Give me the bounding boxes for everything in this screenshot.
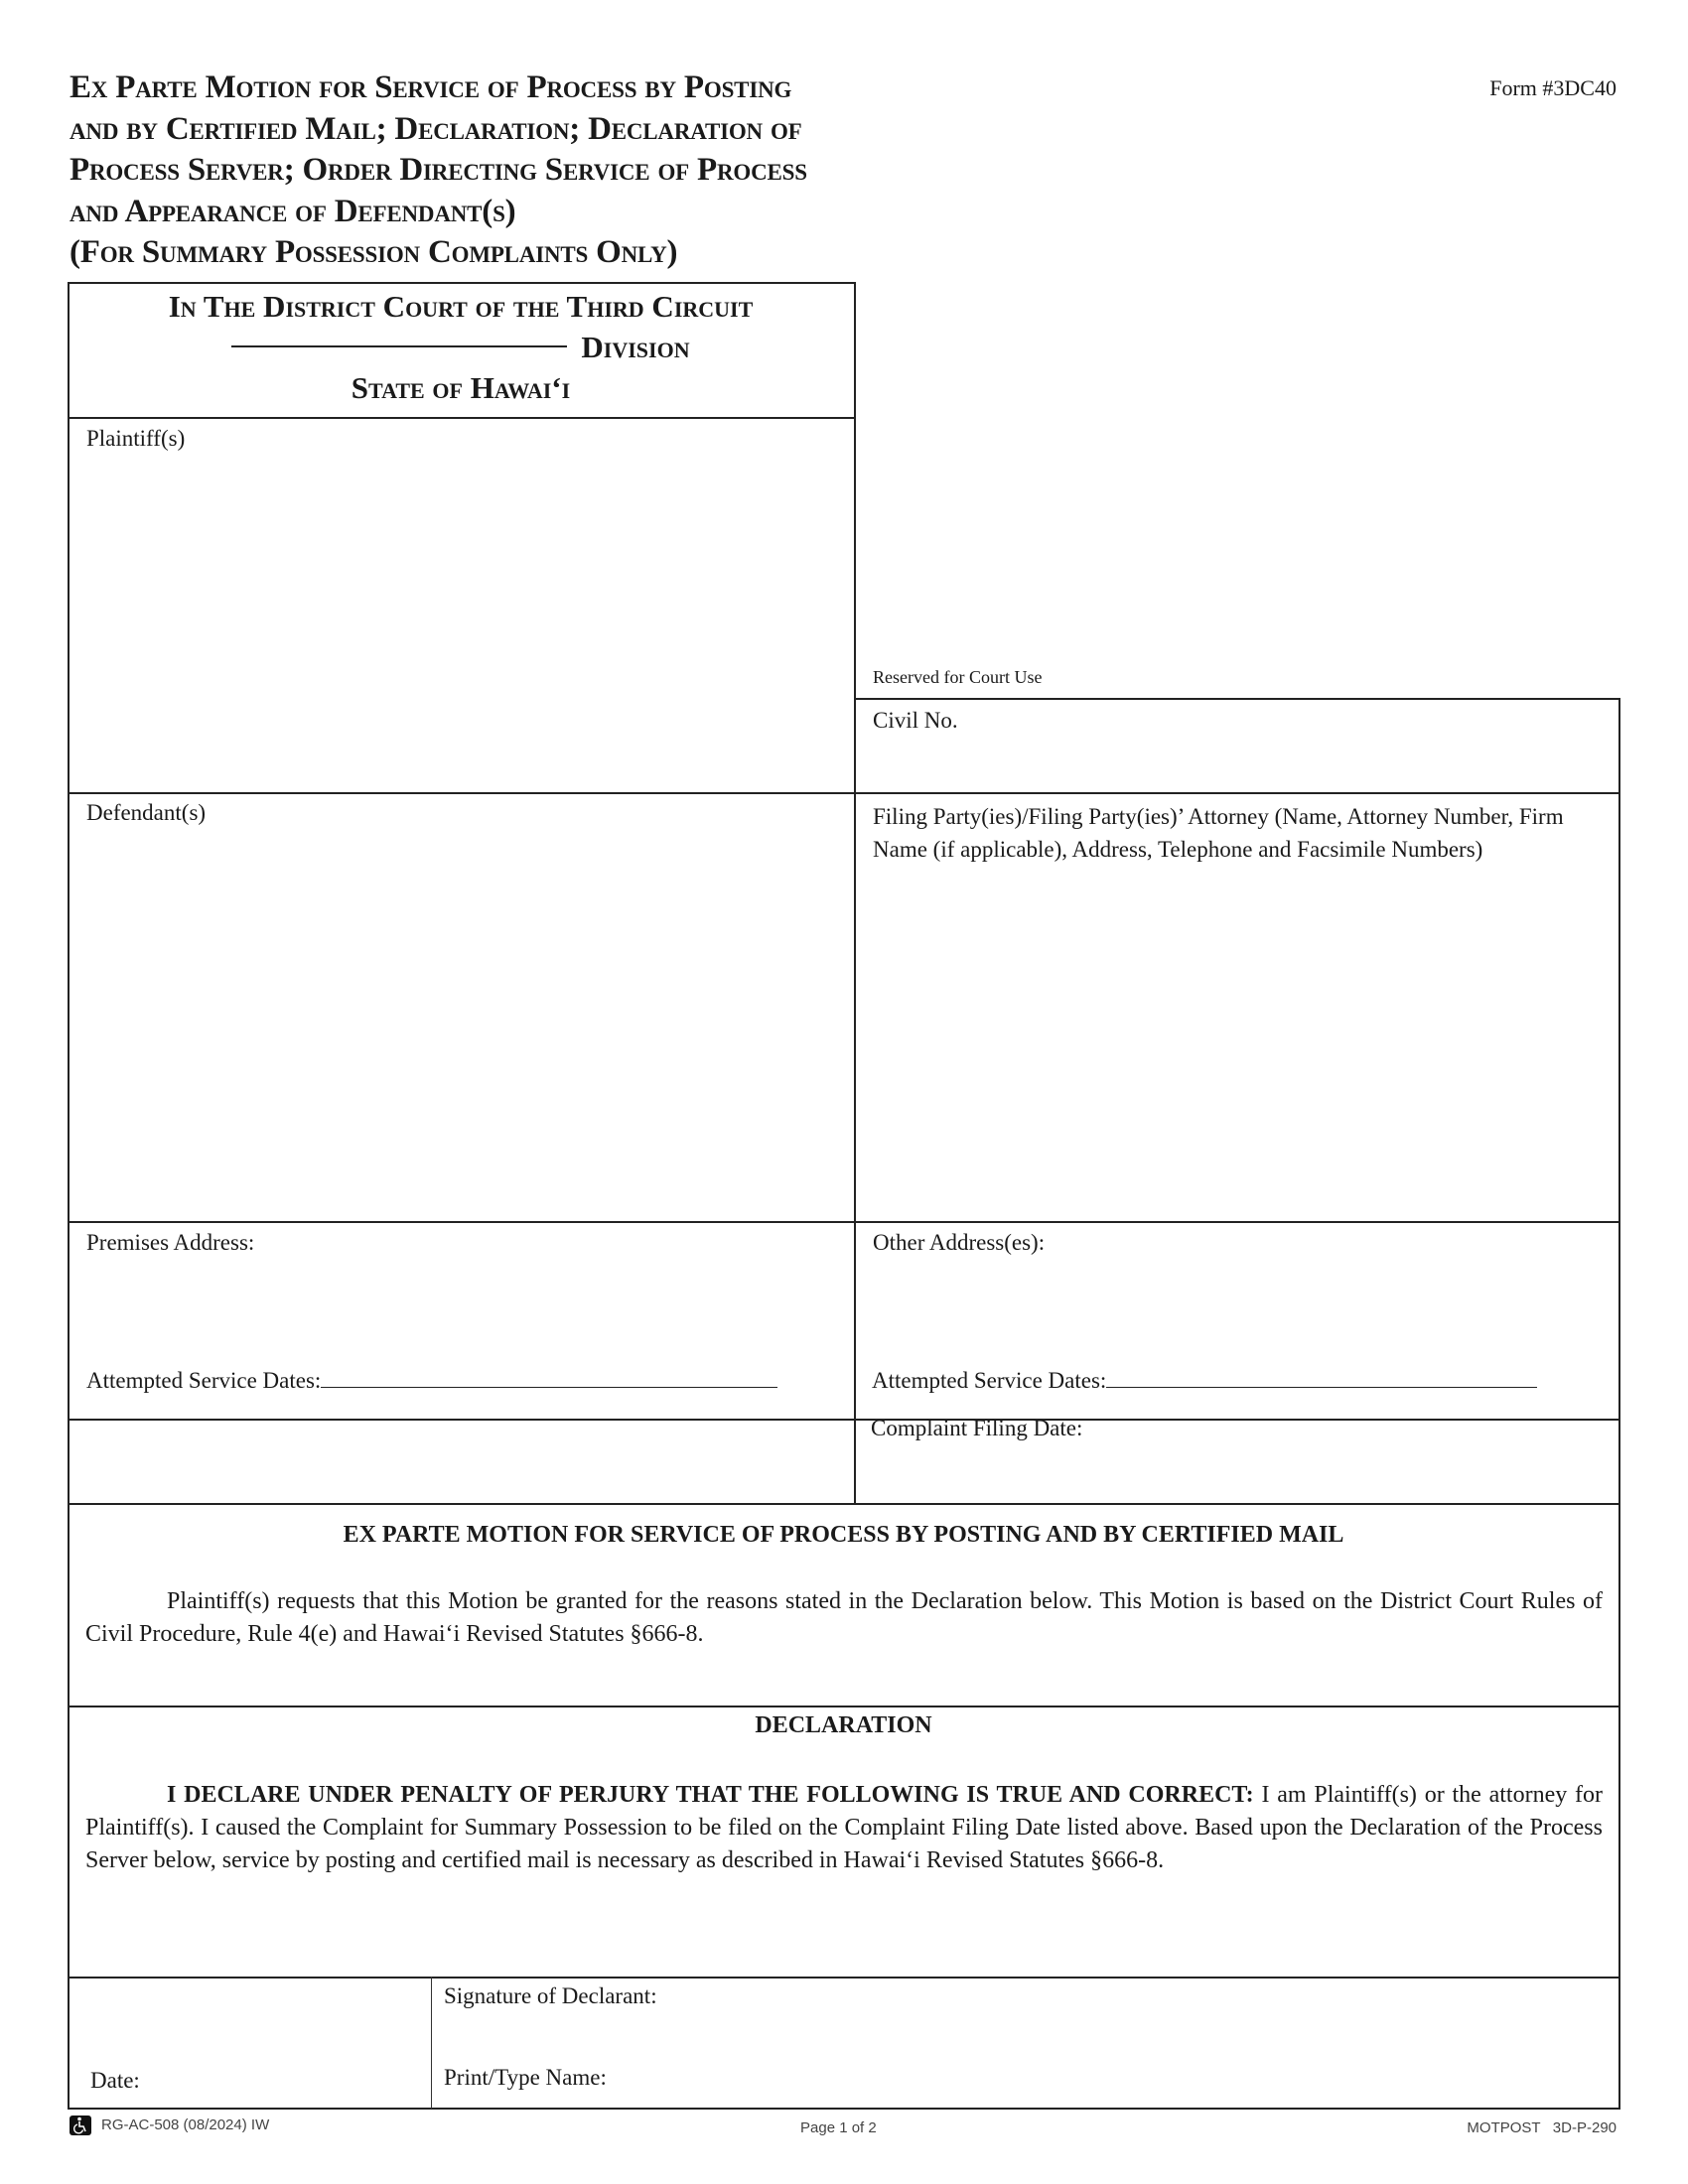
filing-party-label: Filing Party(ies)/Filing Party(ies)’ Attorney (Name, Attorney Number, Firm Name (if applicable), Address, Telephone and Facsimile Numbers) — [873, 804, 1564, 862]
filing-party-field[interactable] — [856, 903, 1617, 1219]
complaint-filing-date-label: Complaint Filing Date: — [871, 1416, 1083, 1440]
divider — [431, 1977, 432, 2109]
divider — [68, 1503, 1620, 1505]
footer-form-code — [70, 2116, 269, 2135]
title-line-5: (For Summary Possession Complaints Only) — [70, 234, 678, 270]
divider — [68, 417, 855, 419]
division-label: Division — [581, 330, 690, 364]
divider — [68, 1977, 1620, 1979]
divider — [854, 698, 1620, 700]
date-field[interactable] — [70, 1979, 429, 2105]
page-number: Page 1 of 2 — [800, 2119, 877, 2136]
declaration-lead: I DECLARE UNDER PENALTY OF PERJURY THAT THE FOLLOWING IS TRUE AND CORRECT: — [167, 1782, 1254, 1808]
division-field[interactable] — [231, 345, 567, 347]
other-attempted-dates-label: Attempted Service Dates: — [872, 1368, 1107, 1393]
print-name-field[interactable] — [655, 2061, 1609, 2101]
court-header — [68, 282, 854, 422]
reserved-court-use-label: Reserved for Court Use — [873, 667, 1043, 687]
other-attempted-dates-field[interactable] — [1106, 1369, 1537, 1388]
declaration-body — [85, 1779, 1603, 1877]
other-addresses-field[interactable] — [856, 1263, 1617, 1362]
print-name-label: Print/Type Name: — [444, 2065, 607, 2090]
premises-address-field[interactable] — [70, 1263, 852, 1362]
title-line-3: Process Server; Order Directing Service of Process — [70, 152, 807, 188]
form-code: RG-AC-508 (08/2024) IW — [101, 2116, 270, 2133]
motion-body: Plaintiff(s) requests that this Motion be granted for the reasons stated in the Declaration below. This Motion is based on the District Court Rules of Civil Procedure, Rule 4(e) and Hawai‘i Revised Statutes §666-8. — [85, 1588, 1603, 1647]
form-title — [70, 68, 963, 274]
divider — [68, 1706, 1620, 1707]
civil-no-label: Civil No. — [873, 708, 958, 733]
divider — [68, 2108, 1620, 2110]
declaration-heading: DECLARATION — [755, 1712, 932, 1738]
premises-attempted-dates-field[interactable] — [321, 1369, 777, 1388]
wheelchair-icon — [70, 2116, 91, 2135]
divider — [68, 1419, 1620, 1421]
defendants-label: Defendant(s) — [86, 800, 207, 825]
other-attempted-dates-row — [872, 1364, 1537, 1397]
declaration-text: I am Plaintiff(s) or the attorney for Plaintiff(s). I caused the Complaint for Summary Possession to be filed on the Complaint Filing Date listed above. Based upon the Declaration of the Process Server below, service by posting and certified mail is necessary as described in Hawai‘i Revised Statutes §666-8. — [85, 1782, 1604, 1873]
premises-attempted-dates-label: Attempted Service Dates: — [86, 1368, 322, 1393]
motion-heading: EX PARTE MOTION FOR SERVICE OF PROCESS BY POSTING AND BY CERTIFIED MAIL — [343, 1522, 1344, 1548]
divider — [1618, 698, 1620, 2110]
complaint-filing-date-field[interactable] — [856, 1459, 1617, 1501]
plaintiffs-field[interactable] — [70, 457, 852, 790]
divider — [68, 282, 855, 284]
defendants-field[interactable] — [70, 832, 852, 1219]
divider — [68, 1221, 1620, 1223]
date-label: Date: — [90, 2068, 140, 2093]
signature-field[interactable] — [433, 2015, 1617, 2055]
court-line-1: In The District Court of the Third Circuit — [168, 289, 754, 324]
civil-no-field[interactable] — [856, 740, 1617, 791]
title-line-2: and by Certified Mail; Declaration; Declaration of — [70, 110, 802, 147]
divider — [68, 792, 1620, 794]
form-number: Form #3DC40 — [1489, 75, 1617, 100]
plaintiffs-label: Plaintiff(s) — [86, 426, 186, 451]
title-line-1: Ex Parte Motion for Service of Process by Posting — [70, 69, 792, 105]
signature-label: Signature of Declarant: — [444, 1983, 657, 2008]
title-line-4: and Appearance of Defendant(s) — [70, 193, 516, 229]
court-division — [68, 327, 854, 367]
premises-attempted-dates-row — [86, 1364, 777, 1397]
other-addresses-label: Other Address(es): — [873, 1230, 1046, 1255]
doc-code: MOTPOST 3D-P-290 — [1467, 2119, 1617, 2136]
court-line-3: State of Hawai‘i — [351, 370, 571, 405]
premises-address-label: Premises Address: — [86, 1230, 255, 1255]
